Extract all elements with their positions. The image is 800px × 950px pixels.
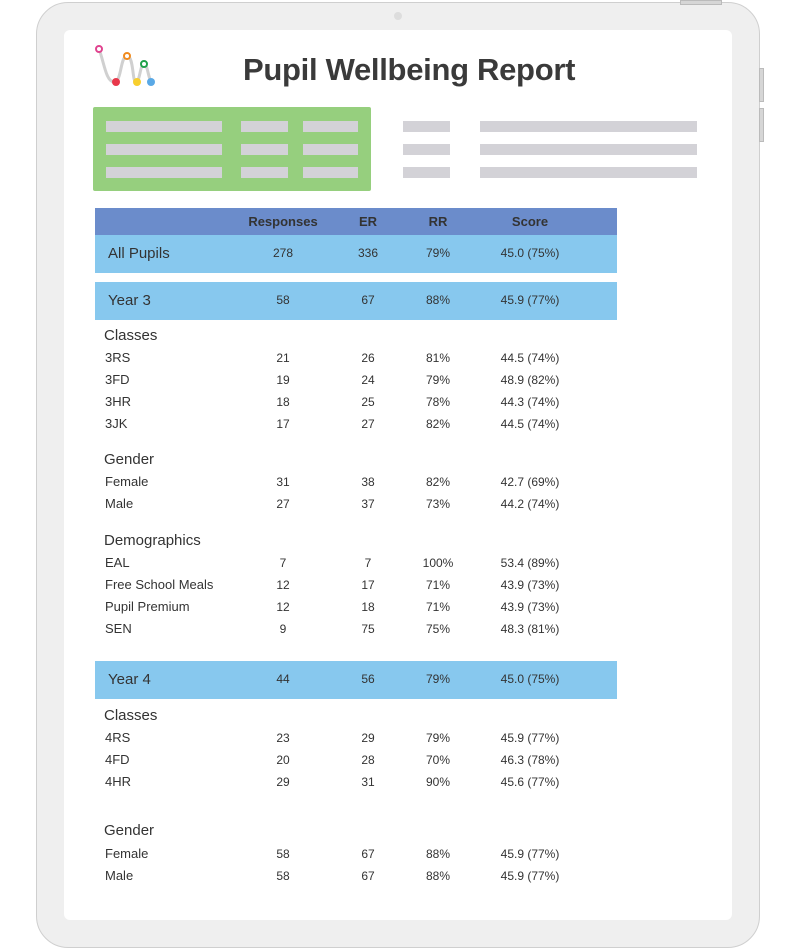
tablet-camera <box>394 12 402 20</box>
table-row-label: 3FD <box>105 372 130 387</box>
table-row-value: 24 <box>361 373 375 387</box>
table-row-value: 31 <box>361 775 375 789</box>
table-row-value: 88% <box>425 847 451 861</box>
placeholder-bar <box>241 167 288 178</box>
placeholder-bar <box>241 144 288 155</box>
all-pupils-row-value: 79% <box>425 246 451 260</box>
table-row-value: 67 <box>361 869 375 883</box>
year-row-value: 56 <box>361 672 375 686</box>
table-row-value: 81% <box>425 351 451 365</box>
table-row-value: 53.4 (89%) <box>500 556 560 570</box>
table-row-value: 45.9 (77%) <box>500 847 560 861</box>
table-row-value: 26 <box>361 351 375 365</box>
year-row-label: Year 4 <box>108 671 151 688</box>
placeholder-bar <box>241 121 288 132</box>
table-row-value: 31 <box>276 475 290 489</box>
table-row-value: 7 <box>279 556 287 570</box>
table-row-label: 3HR <box>105 394 132 409</box>
table-row-value: 18 <box>361 600 375 614</box>
table-row-label: Female <box>105 846 149 861</box>
table-row-value: 45.9 (77%) <box>500 731 560 745</box>
placeholder-bar <box>303 121 358 132</box>
table-row-value: 42.7 (69%) <box>500 475 560 489</box>
table-row-label: Male <box>105 868 134 883</box>
column-header-rr: RR <box>428 214 448 229</box>
placeholder-bar <box>106 144 222 155</box>
group-heading: Gender <box>104 451 155 468</box>
all-pupils-row-value: 336 <box>357 246 379 260</box>
year-row-value: 44 <box>276 672 290 686</box>
placeholder-bar <box>106 167 222 178</box>
table-row-label: Male <box>105 496 134 511</box>
table-row-value: 79% <box>425 373 451 387</box>
table-row-value: 88% <box>425 869 451 883</box>
table-row-value: 48.9 (82%) <box>500 373 560 387</box>
table-row-value: 19 <box>276 373 290 387</box>
table-row-value: 82% <box>425 475 451 489</box>
table-row-value: 79% <box>425 731 451 745</box>
table-row-value: 71% <box>425 578 451 592</box>
table-row-value: 23 <box>276 731 290 745</box>
table-row-label: 3RS <box>105 350 131 365</box>
table-row-value: 29 <box>361 731 375 745</box>
year-row-value: 58 <box>276 293 290 307</box>
table-row-value: 37 <box>361 497 375 511</box>
table-row-value: 12 <box>276 600 290 614</box>
table-row-label: 4FD <box>105 752 130 767</box>
table-row-value: 44.2 (74%) <box>500 497 560 511</box>
table-row-value: 45.9 (77%) <box>500 869 560 883</box>
table-row-value: 44.3 (74%) <box>500 395 560 409</box>
placeholder-bar <box>480 144 697 155</box>
table-row-value: 17 <box>361 578 375 592</box>
table-row-value: 70% <box>425 753 451 767</box>
table-row-value: 71% <box>425 600 451 614</box>
table-row-value: 27 <box>276 497 290 511</box>
placeholder-bar <box>480 167 697 178</box>
table-row-value: 7 <box>364 556 372 570</box>
table-row-value: 38 <box>361 475 375 489</box>
table-row-value: 90% <box>425 775 451 789</box>
year-row-label: Year 3 <box>108 292 151 309</box>
table-row-value: 29 <box>276 775 290 789</box>
placeholder-bar <box>303 167 358 178</box>
table-row-value: 100% <box>422 556 454 570</box>
table-row-value: 48.3 (81%) <box>500 622 560 636</box>
column-header-responses: Responses <box>248 214 318 229</box>
placeholder-bar <box>403 144 450 155</box>
table-row-value: 78% <box>425 395 451 409</box>
table-row-value: 25 <box>361 395 375 409</box>
placeholder-bar <box>106 121 222 132</box>
column-header-score: Score <box>511 214 549 229</box>
table-row-label: Female <box>105 474 149 489</box>
table-row-label: Free School Meals <box>105 577 214 592</box>
tablet-volume-up-button <box>759 68 764 102</box>
table-row-value: 43.9 (73%) <box>500 578 560 592</box>
table-row-label: Pupil Premium <box>105 599 190 614</box>
table-row-value: 75 <box>361 622 375 636</box>
year-row-value: 45.9 (77%) <box>500 293 560 307</box>
table-row-value: 73% <box>425 497 451 511</box>
year-row-value: 67 <box>361 293 375 307</box>
table-row-label: 4HR <box>105 774 132 789</box>
table-row-label: 4RS <box>105 730 131 745</box>
table-row-label: EAL <box>105 555 130 570</box>
table-row-value: 67 <box>361 847 375 861</box>
tablet-power-button <box>680 0 722 5</box>
table-row-value: 75% <box>425 622 451 636</box>
page-title: Pupil Wellbeing Report <box>243 52 576 87</box>
group-heading: Gender <box>104 822 155 839</box>
table-row-value: 44.5 (74%) <box>500 351 560 365</box>
year-row-value: 88% <box>425 293 451 307</box>
table-row-value: 28 <box>361 753 375 767</box>
table-row-value: 46.3 (78%) <box>500 753 560 767</box>
placeholder-bar <box>403 121 450 132</box>
table-row-value: 12 <box>276 578 290 592</box>
table-row-value: 45.6 (77%) <box>500 775 560 789</box>
all-pupils-row-label: All Pupils <box>108 245 170 262</box>
table-row-value: 43.9 (73%) <box>500 600 560 614</box>
table-row-value: 58 <box>276 869 290 883</box>
table-row-value: 20 <box>276 753 290 767</box>
table-row-value: 27 <box>361 417 375 431</box>
logo-icon <box>92 42 158 88</box>
table-row-value: 21 <box>276 351 290 365</box>
table-row-value: 82% <box>425 417 451 431</box>
table-row-value: 58 <box>276 847 290 861</box>
table-row-label: 3JK <box>105 416 128 431</box>
all-pupils-row-value: 45.0 (75%) <box>500 246 560 260</box>
year-row-value: 79% <box>425 672 451 686</box>
table-row-label: SEN <box>105 621 132 636</box>
year-row-value: 45.0 (75%) <box>500 672 560 686</box>
placeholder-bar <box>480 121 697 132</box>
table-row-value: 44.5 (74%) <box>500 417 560 431</box>
placeholder-bar <box>303 144 358 155</box>
table-row-value: 9 <box>279 622 287 636</box>
table-row-value: 17 <box>276 417 290 431</box>
column-header-er: ER <box>358 214 378 229</box>
group-heading: Classes <box>104 707 158 724</box>
placeholder-bar <box>403 167 450 178</box>
group-heading: Classes <box>104 327 158 344</box>
table-row-value: 18 <box>276 395 290 409</box>
group-heading: Demographics <box>104 532 201 549</box>
all-pupils-row-value: 278 <box>272 246 294 260</box>
tablet-volume-down-button <box>759 108 764 142</box>
